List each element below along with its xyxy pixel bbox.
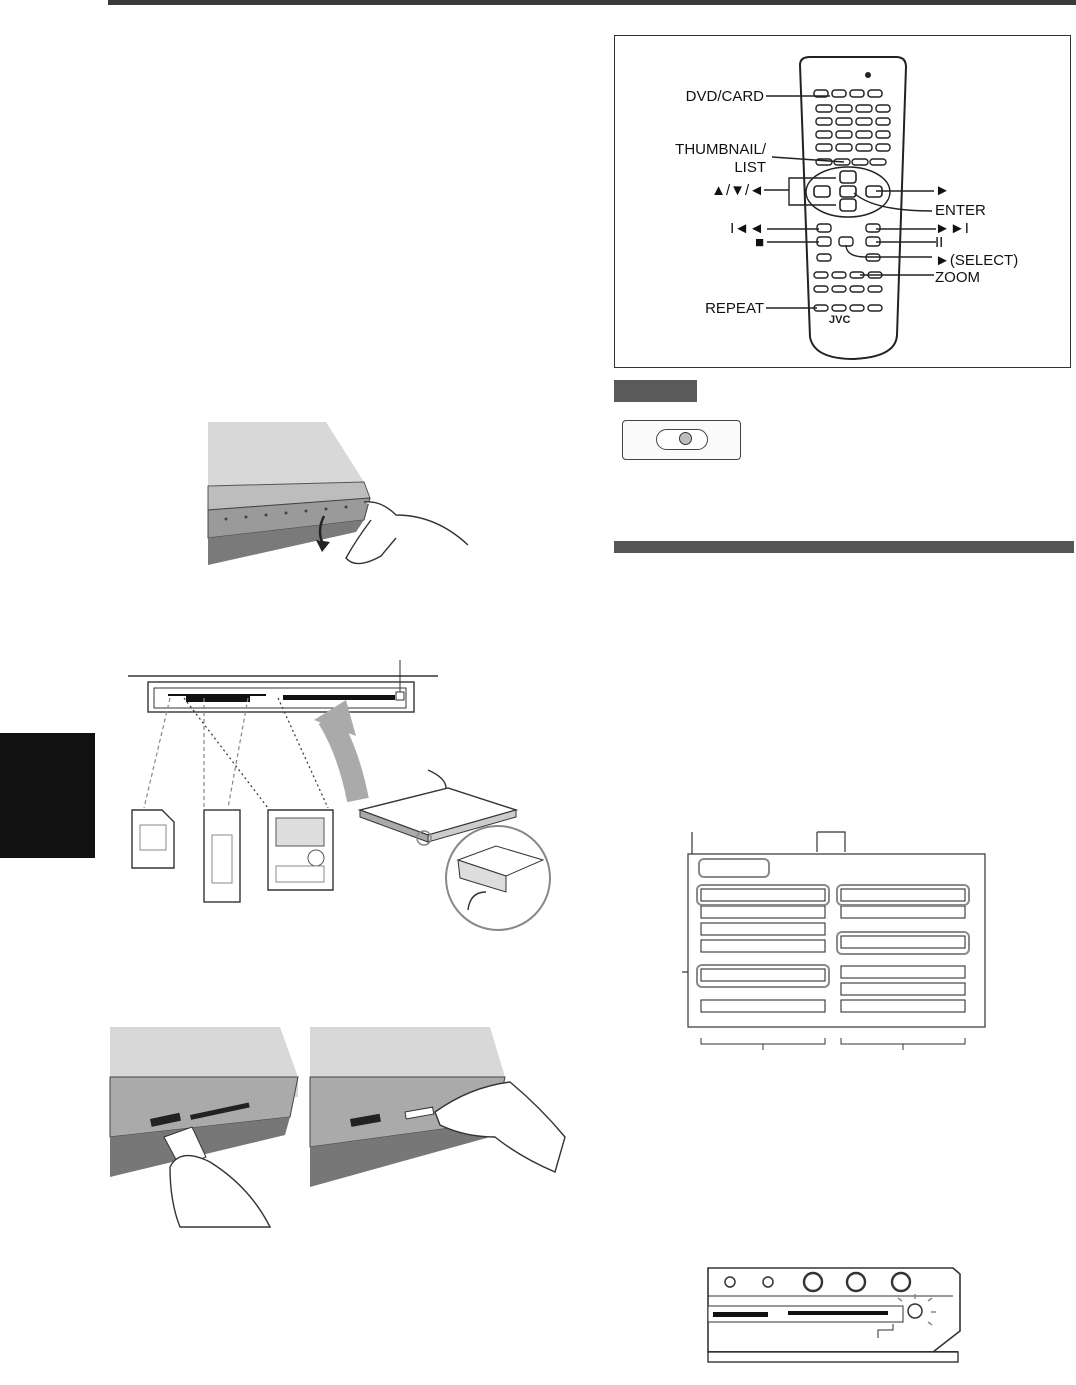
thumbnail-list-label-line2: LIST — [734, 159, 766, 176]
badge-block — [614, 380, 697, 402]
card-slot-diagram — [128, 660, 558, 950]
stop-label: ■ — [754, 234, 764, 251]
enter-label: ENTER — [935, 202, 986, 219]
switch-slider — [656, 429, 708, 450]
pause-label: II — [935, 234, 944, 251]
section-heading-bar — [614, 541, 1074, 553]
dvd-card-label: DVD/CARD — [685, 88, 764, 105]
thumbnail-list-label-line1: THUMBNAIL/ — [675, 141, 766, 158]
prev-skip-label: I◄◄ — [730, 220, 764, 237]
section-side-tab — [0, 733, 95, 858]
indicator-lamp-illustration — [708, 1266, 963, 1366]
select-label: ►(SELECT) — [935, 252, 1019, 269]
top-rule — [108, 0, 1076, 5]
cursor-buttons-label: ▲/▼/◄ — [711, 182, 764, 199]
repeat-label: REPEAT — [705, 300, 764, 317]
mode-switch-illustration — [622, 420, 741, 460]
unit-front-panel-illustration — [206, 420, 476, 570]
next-skip-label: ►►I — [935, 220, 969, 237]
zoom-label: ZOOM — [935, 269, 980, 286]
play-right-label: ► — [935, 182, 950, 199]
remote-brand-logo: JVC — [829, 314, 851, 326]
switch-knob-icon — [679, 432, 692, 445]
card-insert-illustration — [110, 1027, 575, 1237]
thumbnail-list-screen — [677, 832, 997, 1052]
